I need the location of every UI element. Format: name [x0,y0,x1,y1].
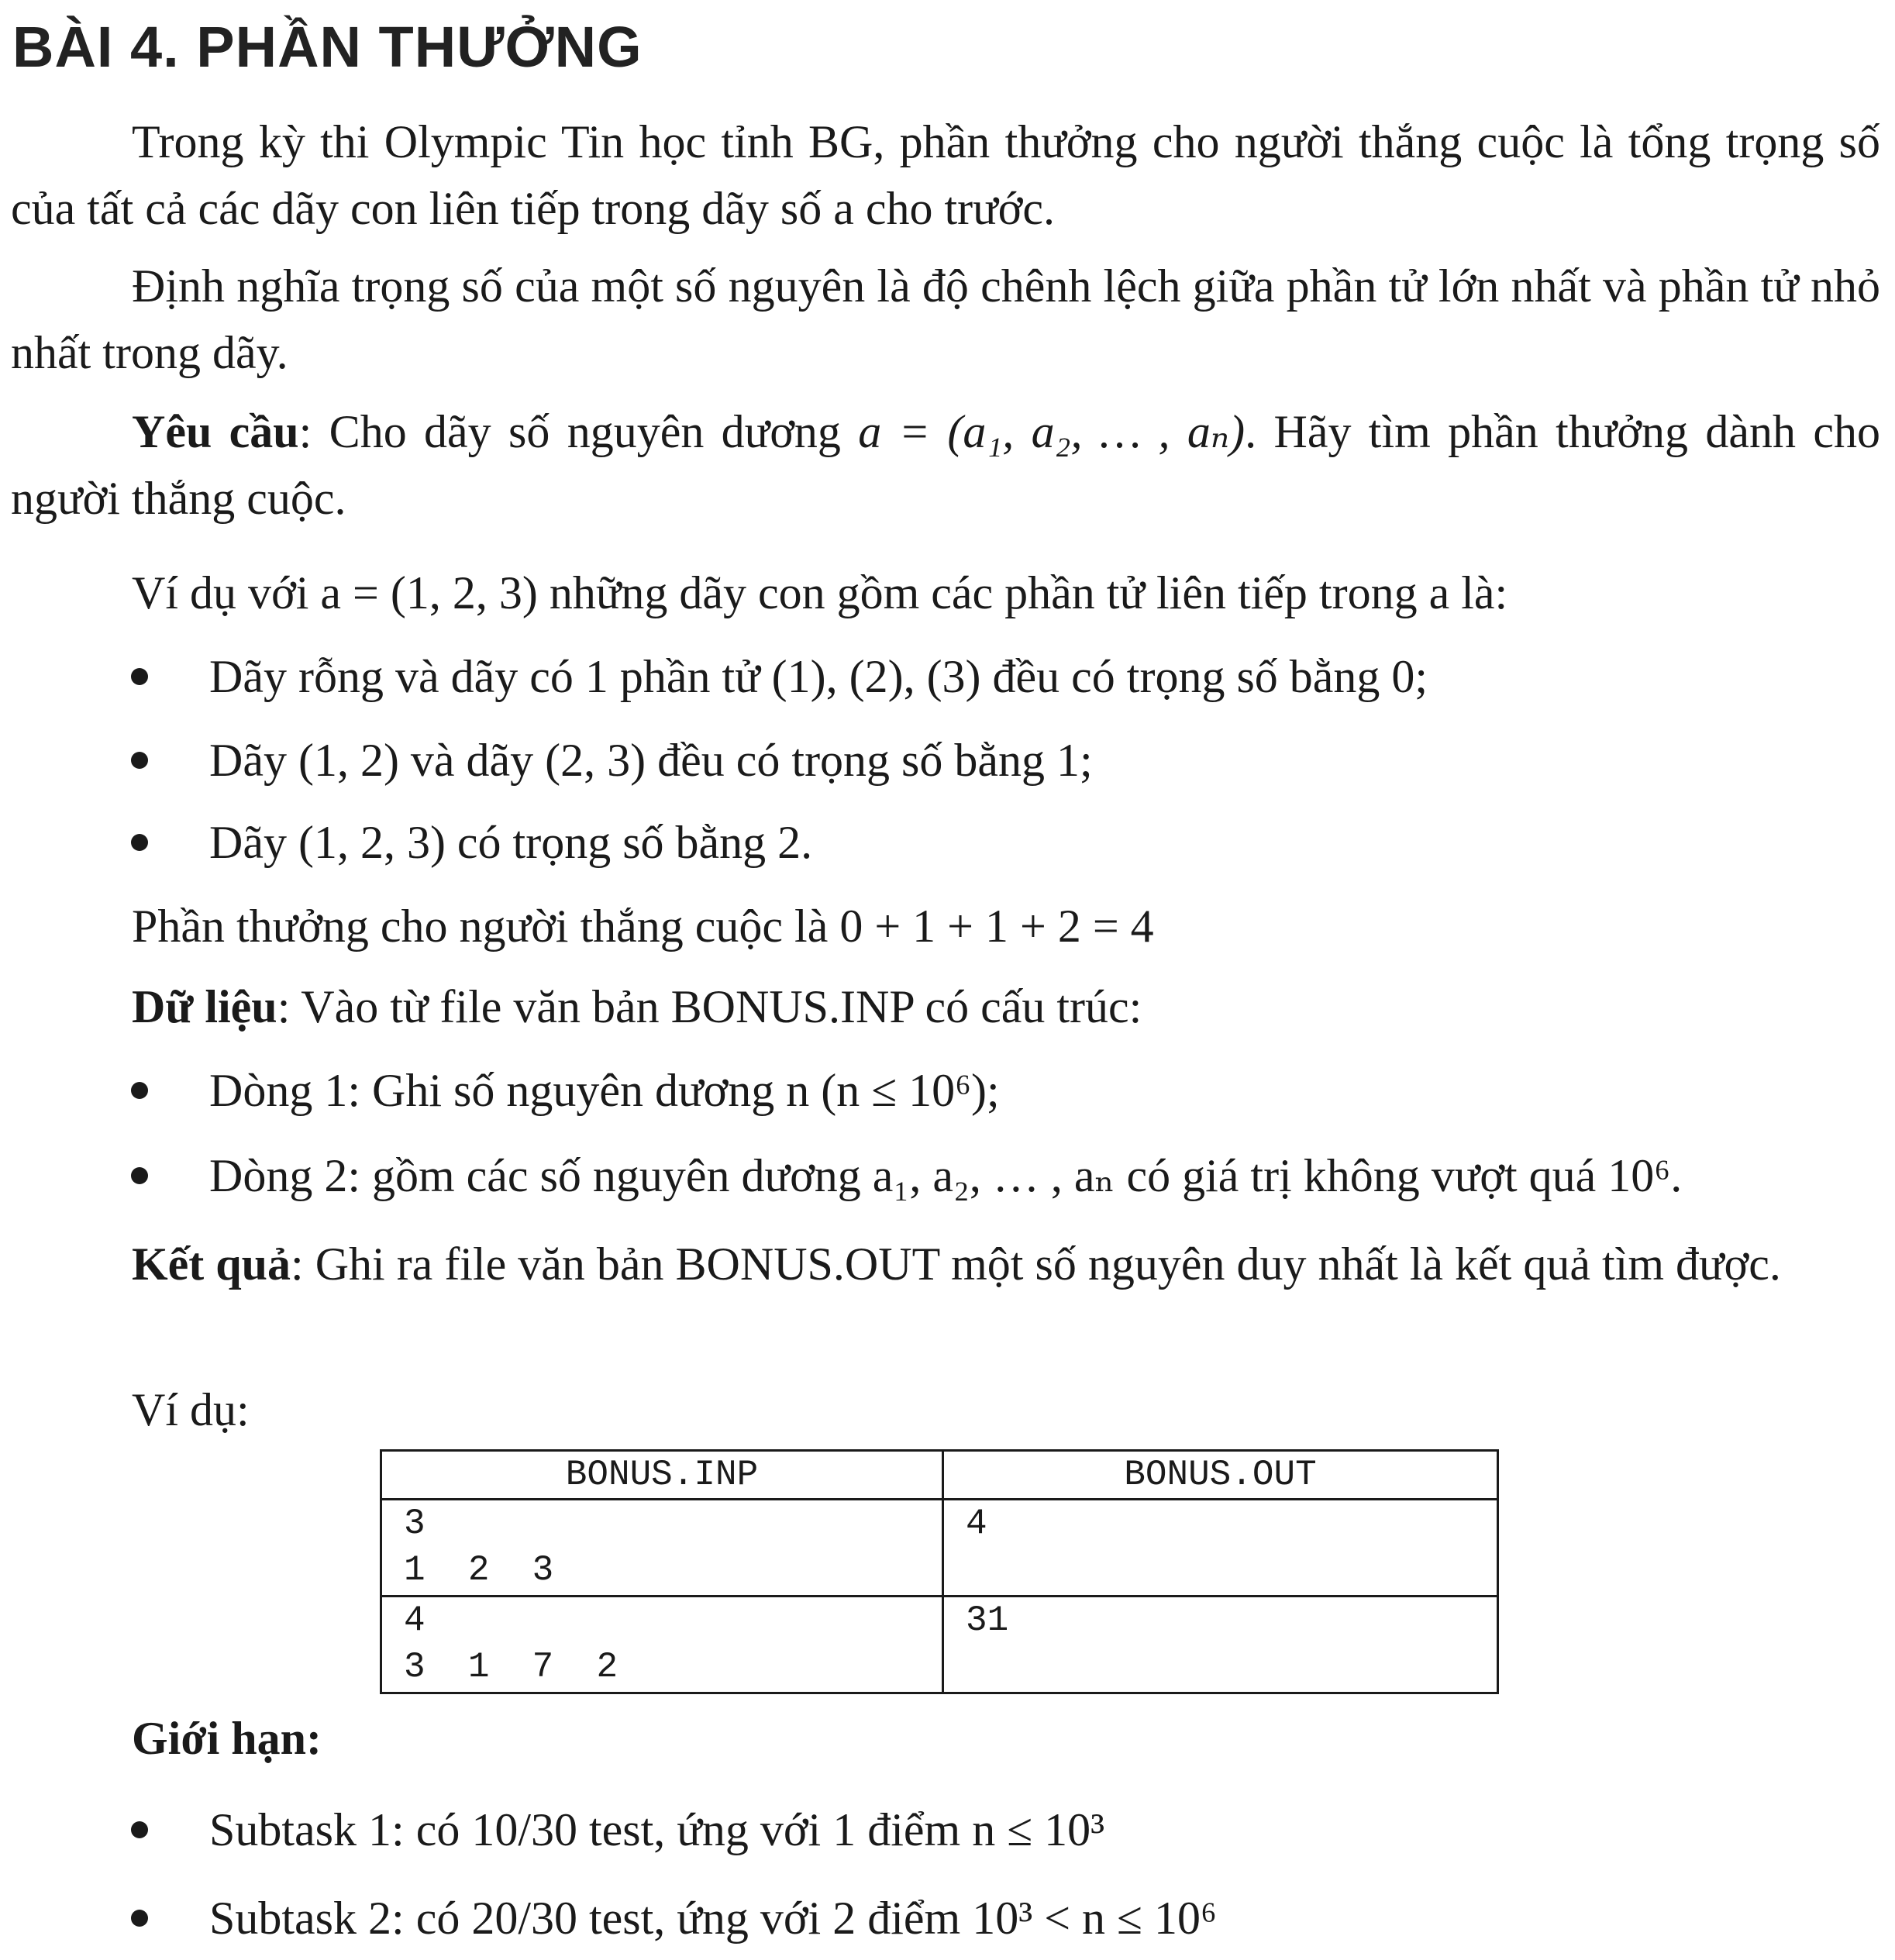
page-title: BÀI 4. PHẦN THƯỞNG [12,15,643,79]
input-text: : Vào từ file văn bản BONUS.INP có cấu trúc: [277,981,1142,1032]
table-header: BONUS.OUT [943,1451,1498,1500]
list-item: Dãy rỗng và dãy có 1 phần tử (1), (2), (3) đều có trọng số bằng 0; [209,651,1428,702]
table-cell-output: 31 [943,1597,1498,1693]
list-item: Dòng 2: gồm các số nguyên dương a₁, a₂, … , aₙ có giá trị không vượt quá 10⁶. [209,1150,1683,1201]
bullet-dot [131,834,148,851]
input-label: Dữ liệu [132,981,277,1032]
requirement-label: Yêu cầu [132,406,299,457]
table-header: BONUS.INP [381,1451,943,1500]
example-intro: Ví dụ với a = (1, 2, 3) những dãy con gồm các phần tử liên tiếp trong a là: [132,567,1508,618]
list-item: Subtask 2: có 20/30 test, ứng với 2 điểm 10³ < n ≤ 10⁶ [209,1893,1217,1944]
table-cell-input: 4 3 1 7 2 [381,1597,943,1693]
requirement-formula: a = (a₁, a₂, … , aₙ) [858,406,1246,457]
bullet-dot [131,752,148,769]
table-cell-output: 4 [943,1500,1498,1597]
intro-paragraph: Trong kỳ thi Olympic Tin học tỉnh BG, phần thưởng cho người thắng cuộc là tổng trọng số của tất cả các dãy con liên tiếp trong dãy số a cho trước. [11,116,1880,234]
list-item: Dãy (1, 2) và dãy (2, 3) đều có trọng số bằng 1; [209,735,1093,786]
sample-table [380,1449,1499,1694]
bullet-dot [131,1821,148,1838]
table-row [381,1597,1498,1693]
requirement-text: : Cho dãy số nguyên dương [298,406,859,457]
output-spec [11,1231,1880,1297]
list-item: Dãy (1, 2, 3) có trọng số bằng 2. [209,817,813,868]
bullet-dot [131,1910,148,1927]
list-item: Dòng 1: Ghi số nguyên dương n (n ≤ 10⁶); [209,1065,1000,1116]
sample-label: Ví dụ: [132,1384,250,1435]
bullet-dot [131,1082,148,1099]
input-spec [132,973,1142,1040]
example-result: Phần thưởng cho người thắng cuộc là 0 + 1 + 1 + 2 = 4 [132,901,1154,952]
bullet-dot [131,668,148,685]
output-text: : Ghi ra file văn bản BONUS.OUT một số nguyên duy nhất là kết quả tìm được. [291,1238,1781,1290]
table-header-row [381,1451,1498,1500]
list-item: Subtask 1: có 10/30 test, ứng với 1 điểm n ≤ 10³ [209,1804,1105,1855]
limits-label: Giới hạn: [132,1713,322,1764]
bullet-dot [131,1167,148,1184]
definition-paragraph: Định nghĩa trọng số của một số nguyên là độ chênh lệch giữa phần tử lớn nhất và phần tử nhỏ nhất trong dãy. [11,260,1880,378]
table-cell-input: 3 1 2 3 [381,1500,943,1597]
output-label: Kết quả [132,1238,291,1290]
requirement-paragraph [11,398,1880,532]
table-row [381,1500,1498,1597]
requirement-text-end: . Hãy tìm phần thưởng dành cho người thắng cuộc. [11,406,1880,524]
